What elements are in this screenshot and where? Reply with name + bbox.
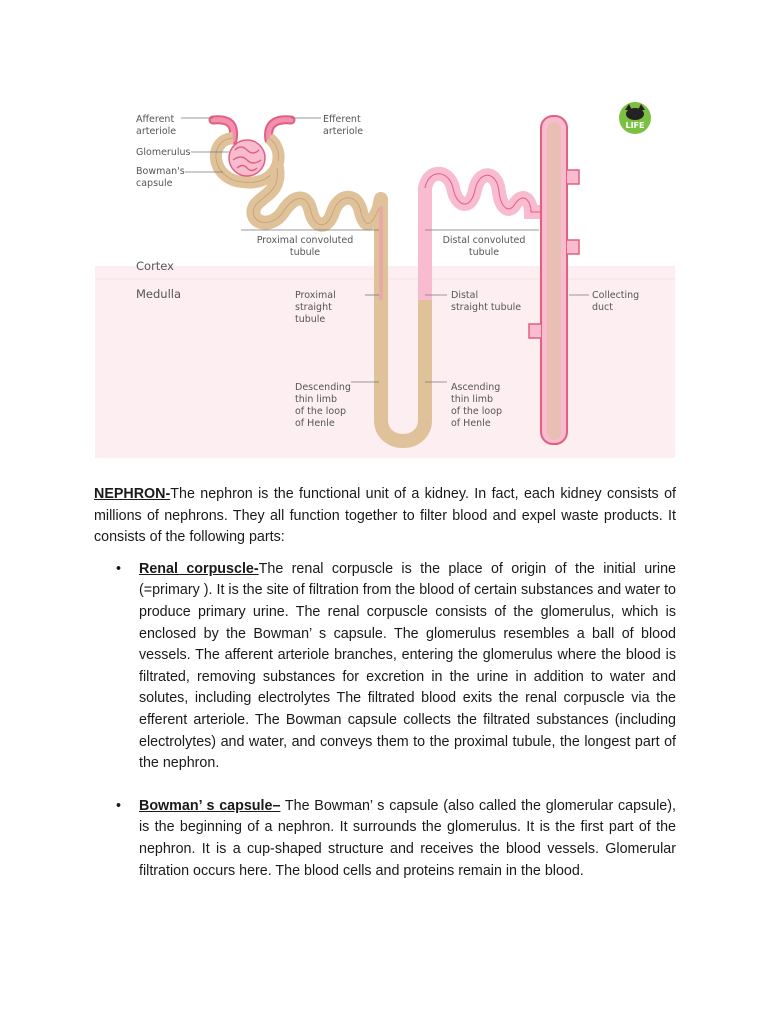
distal-straight-label: Distal straight tubule <box>451 290 522 313</box>
bowmans-capsule-term: Bowman’ s capsule– <box>139 797 281 814</box>
life-logo <box>619 102 651 134</box>
list-item-bowmans-capsule <box>116 796 676 882</box>
proximal-straight-label: Proximal straight tubule <box>295 290 336 325</box>
intro-text: The nephron is the functional unit of a kidney. In fact, each kidney consists of millions of nephrons. They all function together to filter blood and expel waste products. It consists of the following parts: <box>94 486 676 546</box>
article-body <box>94 484 676 903</box>
efferent-label: Efferent arteriole <box>323 114 364 137</box>
descending-limb-label: Descending thin limb of the loop of Henle <box>295 382 351 429</box>
list-item-renal-corpuscle <box>116 559 676 775</box>
intro-term: NEPHRON- <box>94 486 171 502</box>
afferent-label: Afferent arteriole <box>136 114 177 137</box>
intro-paragraph <box>94 484 676 549</box>
svg-text:LIFE: LIFE <box>625 121 645 130</box>
renal-corpuscle-text: The renal corpuscle is the place of origin of the initial urine (=primary ). It is the site of filtration from the blood of certain substances and water to produce primary urine. The renal corpuscle consists of the glomerulus, which is enclosed by the Bowman’ s capsule. The glomerulus resembles a ball of blood vessels. The afferent arteriole branches, entering the glomerulus where the blood is filtrated, removing substances for excretion in the urine in addition to water and solutes, including electrolytes The filtrated blood exits the renal corpuscle via the efferent arteriole. The Bowman capsule collects the filtrated substances (including electrolytes) and water, and conveys them to the proximal tubule, the longest part of the nephron. <box>139 560 676 772</box>
medulla-label: Medulla <box>136 287 182 301</box>
glomerulus-label: Glomerulus <box>136 147 191 158</box>
cortex-label: Cortex <box>136 259 174 273</box>
glomerulus <box>229 140 265 176</box>
renal-corpuscle-term: Renal corpuscle- <box>139 560 259 577</box>
bullet-icon: • <box>116 797 122 814</box>
collecting-duct-label: Collecting duct <box>592 290 640 313</box>
bullet-icon: • <box>116 560 122 577</box>
bowmans-capsule-text: The Bowman’ s capsule (also called the glomerular capsule), is the beginning of a nephron. It surrounds the glomerulus. It is the first part of the nephron. It is a cup-shaped structure and receives the blood vessels. Glomerular filtration occurs here. The blood cells and proteins remain in the blood. <box>139 797 676 879</box>
bowman-label: Bowman's capsule <box>136 166 185 189</box>
nephron-diagram <box>95 88 675 458</box>
ascending-limb-label: Ascending thin limb of the loop of Henle <box>451 382 503 429</box>
dct-label: Distal convoluted tubule <box>442 235 526 258</box>
parts-list <box>94 559 676 882</box>
pct-label: Proximal convoluted tubule <box>256 235 354 258</box>
